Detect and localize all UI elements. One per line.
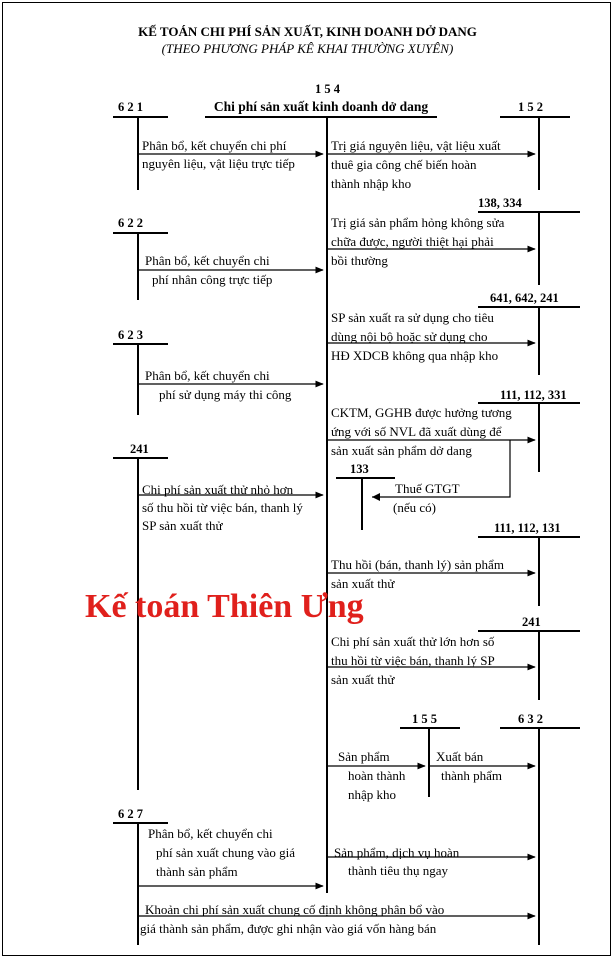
entry-138-line2: chữa được, người thiệt hại phải: [331, 234, 494, 249]
account-154-number: 1 5 4: [315, 82, 340, 96]
entry-632b-line2: thành tiêu thụ ngay: [348, 863, 449, 878]
entry-641-line2: dùng nội bộ hoặc sử dụng cho: [331, 329, 488, 344]
account-111-112-131-label: 111, 112, 131: [494, 521, 561, 535]
entry-627-line2: phí sản xuất chung vào giá: [156, 845, 295, 860]
account-627-label: 6 2 7: [118, 807, 143, 821]
account-152-label: 1 5 2: [518, 100, 543, 114]
entry-622-line1: Phân bổ, kết chuyển chi: [145, 253, 270, 268]
account-621-label: 6 2 1: [118, 100, 143, 114]
entry-241-line3: SP sản xuất thử: [142, 518, 223, 533]
entry-111a-line3: sản xuất sản phẩm dở dang: [331, 443, 472, 458]
entry-111b-line2: sản xuất thử: [331, 576, 395, 591]
account-155-label: 1 5 5: [412, 712, 437, 726]
entry-152-line3: thành nhập kho: [331, 176, 412, 191]
account-154-name: Chi phí sản xuất kinh doanh dở dang: [213, 99, 429, 114]
account-623-label: 6 2 3: [118, 328, 143, 342]
entry-111a-line2: ứng với số NVL đã xuất dùng để: [331, 424, 502, 439]
account-622-label: 6 2 2: [118, 216, 143, 230]
entry-133-line1: Thuế GTGT: [395, 481, 460, 496]
page-subtitle: (THEO PHƯƠNG PHÁP KÊ KHAI THƯỜNG XUYÊN): [161, 41, 454, 56]
account-111-112-331-label: 111, 112, 331: [500, 388, 567, 402]
entry-627-line3: thành sản phẩm: [156, 864, 238, 879]
entry-241r-line3: sản xuất thử: [331, 672, 395, 687]
entry-623-line2: phí sử dụng máy thi công: [159, 387, 292, 402]
entry-155-line1: Sản phẩm: [338, 749, 390, 764]
entry-152-line2: thuê gia công chế biến hoàn: [331, 157, 477, 172]
account-241-left-label: 241: [130, 442, 149, 456]
entry-632a-line2: thành phẩm: [441, 768, 503, 783]
page-title: KẾ TOÁN CHI PHÍ SẢN XUẤT, KINH DOANH DỞ DANG: [138, 24, 477, 39]
entry-138-line1: Trị giá sản phẩm hỏng không sửa: [331, 215, 505, 230]
entry-111a-line1: CKTM, GGHB được hưởng tương: [331, 405, 512, 420]
account-138-334-label: 138, 334: [478, 196, 522, 210]
entry-241-line2: số thu hồi từ việc bán, thanh lý: [142, 500, 303, 515]
entry-641-line1: SP sản xuất ra sử dụng cho tiêu: [331, 310, 494, 325]
entry-627-line1: Phân bổ, kết chuyển chi: [148, 826, 273, 841]
entry-632b-line1: Sản phẩm, dịch vụ hoàn: [334, 845, 460, 860]
entry-241r-line1: Chi phí sản xuất thử lớn hơn số: [331, 634, 495, 649]
account-133-label: 133: [350, 462, 369, 476]
entry-152-line1: Trị giá nguyên liệu, vật liệu xuất: [331, 138, 501, 153]
entry-621-line1: Phân bổ, kết chuyển chi phí: [142, 138, 287, 153]
watermark-text: Kế toán Thiên Ưng: [85, 588, 364, 625]
entry-621-line2: nguyên liệu, vật liệu trực tiếp: [142, 156, 295, 171]
entry-623-line1: Phân bổ, kết chuyển chi: [145, 368, 270, 383]
entry-627-fixed-line2: giá thành sản phẩm, được ghi nhận vào giá vốn hàng bán: [140, 921, 437, 936]
entry-241r-line2: thu hồi từ việc bán, thanh lý SP: [331, 653, 495, 668]
entry-133-line2: (nếu có): [393, 500, 436, 515]
entry-627-fixed-line1: Khoản chi phí sản xuất chung cố định không phân bổ vào: [145, 902, 445, 917]
entry-641-line3: HĐ XDCB không qua nhập kho: [331, 348, 499, 363]
entry-111b-line1: Thu hồi (bán, thanh lý) sản phẩm: [331, 557, 504, 572]
entry-155-line2: hoàn thành: [348, 768, 406, 783]
entry-632a-line1: Xuất bán: [436, 749, 484, 764]
account-641-642-241-label: 641, 642, 241: [490, 291, 559, 305]
account-241-right-label: 241: [522, 615, 541, 629]
account-632-label: 6 3 2: [518, 712, 543, 726]
entry-138-line3: bồi thường: [331, 253, 388, 268]
entry-155-line3: nhập kho: [348, 787, 397, 802]
entry-622-line2: phí nhân công trực tiếp: [152, 272, 273, 287]
entry-241-line1: Chi phí sản xuất thử nhỏ hơn: [142, 482, 294, 497]
